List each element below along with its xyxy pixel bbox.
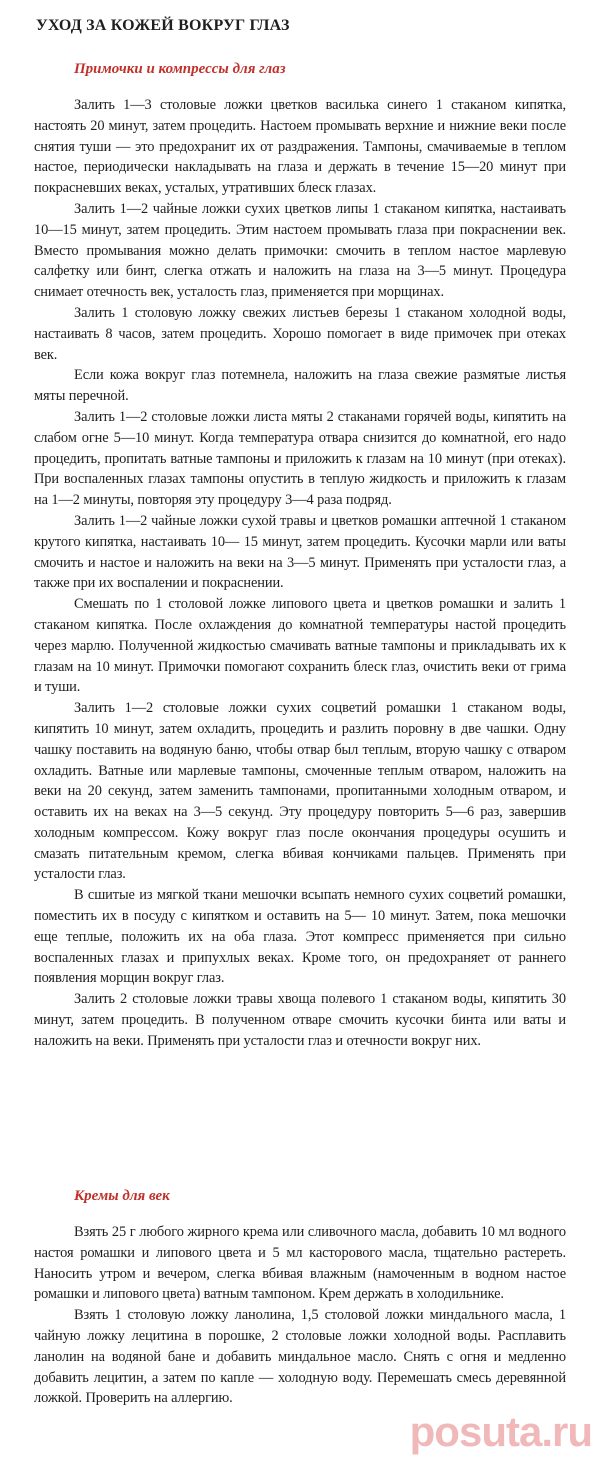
section-heading-compresses: Примочки и компрессы для глаз [74,61,286,77]
paragraph: Залить 1—2 чайные ложки сухой травы и цветков ромашки аптечной 1 стаканом крутого кипятка, настаивать 10— 15 минут, затем процедить. Кусочки марли или ваты смочить и настое и наложить на веки на 3—5 минут. Применять при усталости глаз, а также при их воспалении и покраснении. [34,512,566,592]
paragraph: Смешать по 1 столовой ложке липового цвета и цветков ромашки и залить 1 стаканом кипятка. После охлаждения до комнатной температуры настой процедить через марлю. Полученной жидкостью смачивать ватные тампоны и прикладывать их к глазам на 10 минут. Примочки помогают сохранить блеск глаз, очистить веки от грима и туши. [34,596,566,696]
paragraph: Если кожа вокруг глаз потемнела, наложить на глаза свежие размятые листья мяты перечной. [34,367,566,405]
paragraph: Взять 25 г любого жирного крема или сливочного масла, добавить 10 мл водного настоя ромашки и липового цвета и 5 мл касторового масла, тщательно растереть. Наносить утром и вечером, слегка вбивая влажным (намоченным в водном настое ромашки и липового цвета) ватным тампоном. Крем держать в холодильнике. [34,1224,566,1303]
paragraph: Залить 1—2 столовые ложки сухих соцветий ромашки 1 стаканом воды, кипятить 10 минут, затем охладить, процедить и разлить поровну в две чашки. Одну чашку поставить на водяную баню, чтобы отвар был теплым, вторую чашку с отваром охладить. Ватные или марлевые тампоны, смоченные теплым отваром, наложить на веки на 20 секунд, затем заменить тампонами, пропитанными холодным отваром, и оставить их на веках на 3—5 секунд. Эту процедуру повторить 5—6 раз, завершив холодным компрессом. Кожу вокруг глаз после окончания процедуры осушить и смазать питательным кремом, слегка вбивая кончиками пальцев. Применять при усталости глаз. [34,700,566,883]
paragraph: Залить 1—2 столовые ложки листа мяты 2 стаканами горячей воды, кипятить на слабом огне 5—10 минут. Когда температура отвара снизится до комнатной, его надо процедить, пропитать ватные тампоны и приложить к глазам на 10 минут (при отеках). При воспаленных глазах тампоны опустить в теплую жидкость и приложить к глазам на 1—2 минуты, повторяя эту процедуру 3—4 раза подряд. [34,408,566,509]
paragraph: Взять 1 столовую ложку ланолина, 1,5 столовой ложки миндального масла, 1 чайную ложку лецитина в порошке, 2 столовые ложки холодной воды. Расплавить ланолин на водяной бане и добавить миндальное масло. Снять с огня и медленно добавить лецитин, а затем по капле — холодную воду. Перемешать смесь деревянной ложкой. Проверить на аллергию. [34,1307,566,1407]
paragraph: В сшитые из мягкой ткани мешочки всыпать немного сухих соцветий ромашки, поместить их в посуду с кипятком и оставить на 5— 10 минут. Затем, пока мешочки еще теплые, положить их на оба глаза. Этот компресс применяется при сильно воспаленных глазах и припухлых веках. Кроме того, он предохраняет от раннего появления морщин вокруг глаз. [34,887,566,987]
paragraph: Залить 1—2 чайные ложки сухих цветков липы 1 стаканом кипятка, настаивать 10—15 минут, затем процедить. Этим настоем промывать глаза при покраснении век. Вместо промывания можно делать примочки: смочить в теплом настое марлевую салфетку или бинт, слегка отжать и наложить на глаза на 3—5 минут. Процедура снимает отечность век, усталость глаз, применяется при морщинах. [34,200,566,301]
watermark-logo: posuta.ru [409,1408,592,1455]
paragraph: Залить 2 столовые ложки травы хвоща полевого 1 стаканом воды, кипятить 30 минут, затем процедить. В полученном отваре смочить кусочки бинта или ваты и наложить на веки. Применять при усталости глаз и отечности вокруг них. [34,991,566,1049]
section-body-compresses [34,95,566,1052]
paragraph: Залить 1—3 столовые ложки цветков василька синего 1 стаканом кипятка, настоять 20 минут, затем процедить. Настоем промывать верхние и нижние веки после снятия туши — это предохранит их от раздражения. Тампоны, смачиваемые в теплом настое, периодически накладывать на глаза и держать в течение 15—20 минут при покрасневших веках, усталых, утративших блеск глазах. [34,97,566,197]
paragraph: Залить 1 столовую ложку свежих листьев березы 1 стаканом холодной воды, настаивать 8 часов, затем процедить. Хорошо помогает в виде примочек при отеках век. [34,304,566,363]
section-body-creams [34,1222,566,1409]
page-title: УХОД ЗА КОЖЕЙ ВОКРУГ ГЛАЗ [36,17,290,34]
section-heading-creams: Кремы для век [74,1188,170,1204]
